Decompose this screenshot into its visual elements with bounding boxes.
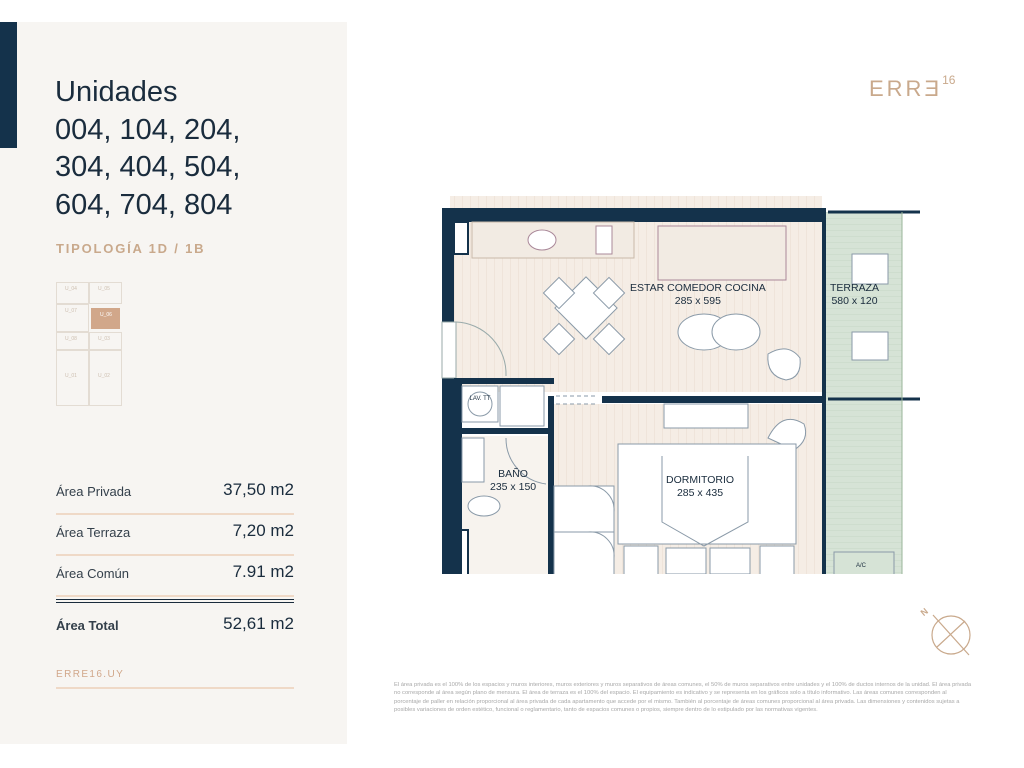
divider bbox=[56, 687, 294, 689]
floor-plan bbox=[438, 182, 928, 574]
keyplan-cell: U_05 bbox=[89, 282, 122, 304]
website-link[interactable]: ERRE16.UY bbox=[56, 669, 125, 680]
room-label-bedroom bbox=[666, 474, 734, 500]
area-label: Área Terraza bbox=[56, 525, 131, 540]
room-name: BAÑO bbox=[498, 468, 528, 480]
laundry-label: LAV. TT bbox=[469, 396, 491, 402]
area-label: Área Común bbox=[56, 566, 129, 581]
room-dims: 580 x 120 bbox=[831, 295, 878, 307]
area-table bbox=[56, 474, 294, 645]
room-label-bath bbox=[490, 468, 536, 494]
area-label: Área Privada bbox=[56, 484, 132, 499]
area-value: 7.91 m2 bbox=[232, 562, 294, 581]
area-row-total bbox=[56, 599, 294, 645]
north-letter: N bbox=[918, 606, 930, 618]
total-value: 52,61 m2 bbox=[223, 614, 294, 633]
info-panel bbox=[0, 22, 347, 744]
keyplan-cell: U_01 bbox=[56, 350, 89, 406]
room-name: TERRAZA bbox=[830, 282, 880, 294]
north-compass bbox=[918, 606, 973, 657]
keyplan-cell: U_08 bbox=[56, 332, 89, 350]
logo-sup: 16 bbox=[942, 72, 956, 87]
keyplan-cell: U_07 bbox=[56, 304, 89, 332]
room-name: ESTAR COMEDOR COCINA bbox=[630, 282, 766, 294]
title-line: Unidades bbox=[55, 76, 178, 108]
logo-text: ERRƎ bbox=[869, 76, 943, 101]
area-row-terrace bbox=[56, 515, 294, 556]
keyplan-cell: U_04 bbox=[56, 282, 89, 304]
room-label-terrace bbox=[830, 282, 879, 308]
ac-label: A/C bbox=[856, 563, 867, 569]
room-dims: 235 x 150 bbox=[490, 481, 537, 493]
keyplan-cell: U_02 bbox=[89, 350, 122, 406]
area-value: 7,20 m2 bbox=[232, 521, 294, 540]
key-plan bbox=[56, 282, 122, 406]
room-dims: 285 x 435 bbox=[676, 487, 724, 499]
brand-logo bbox=[869, 72, 956, 102]
area-row-common bbox=[56, 556, 294, 597]
room-label-living bbox=[630, 282, 766, 308]
floorplan-sheet bbox=[0, 22, 1024, 744]
total-label: Área Total bbox=[56, 618, 119, 633]
units-title bbox=[55, 74, 240, 224]
room-dims: 285 x 595 bbox=[674, 295, 721, 307]
keyplan-cell-active: U_06 bbox=[91, 308, 120, 329]
area-value: 37,50 m2 bbox=[223, 480, 294, 499]
keyplan-cell: U_03 bbox=[89, 332, 122, 350]
area-row-private bbox=[56, 474, 294, 515]
room-name: DORMITORIO bbox=[666, 474, 735, 486]
accent-bar bbox=[0, 22, 17, 148]
title-line: 304, 404, 504, bbox=[55, 151, 241, 183]
floor-plan-drawing bbox=[438, 182, 928, 574]
title-line: 604, 704, 804 bbox=[55, 188, 233, 221]
typology-label: TIPOLOGÍA 1D / 1B bbox=[56, 241, 206, 256]
title-line: 004, 104, 204, bbox=[55, 113, 241, 146]
disclaimer-text: El área privada es el 100% de los espacios y muros interiores, muros exteriores y muros separativos de áreas comunes, el 50% de muros separativos entre unidades y el 100% de ductos internos de la unidad. El área privada no corresponde al área según plano de mensura. El área de terraza es el 100% del espacio. El equipamiento es indicativo y se representa en los gráficos solo a título informativo. Las áreas comunes corresponden al porcentaje de paller en relación proporcional al área privada de cada apartamento que accede por el mismo. También al porcentaje de áreas comunes proporcional al área privada. Las dimensiones y contenidos sujetas a posibles variaciones de orden estético, funcional o reglamentario, tanto de espacios comunes o propios, siempre dentro de lo estipulado por las normativas vigentes. bbox=[394, 682, 972, 714]
